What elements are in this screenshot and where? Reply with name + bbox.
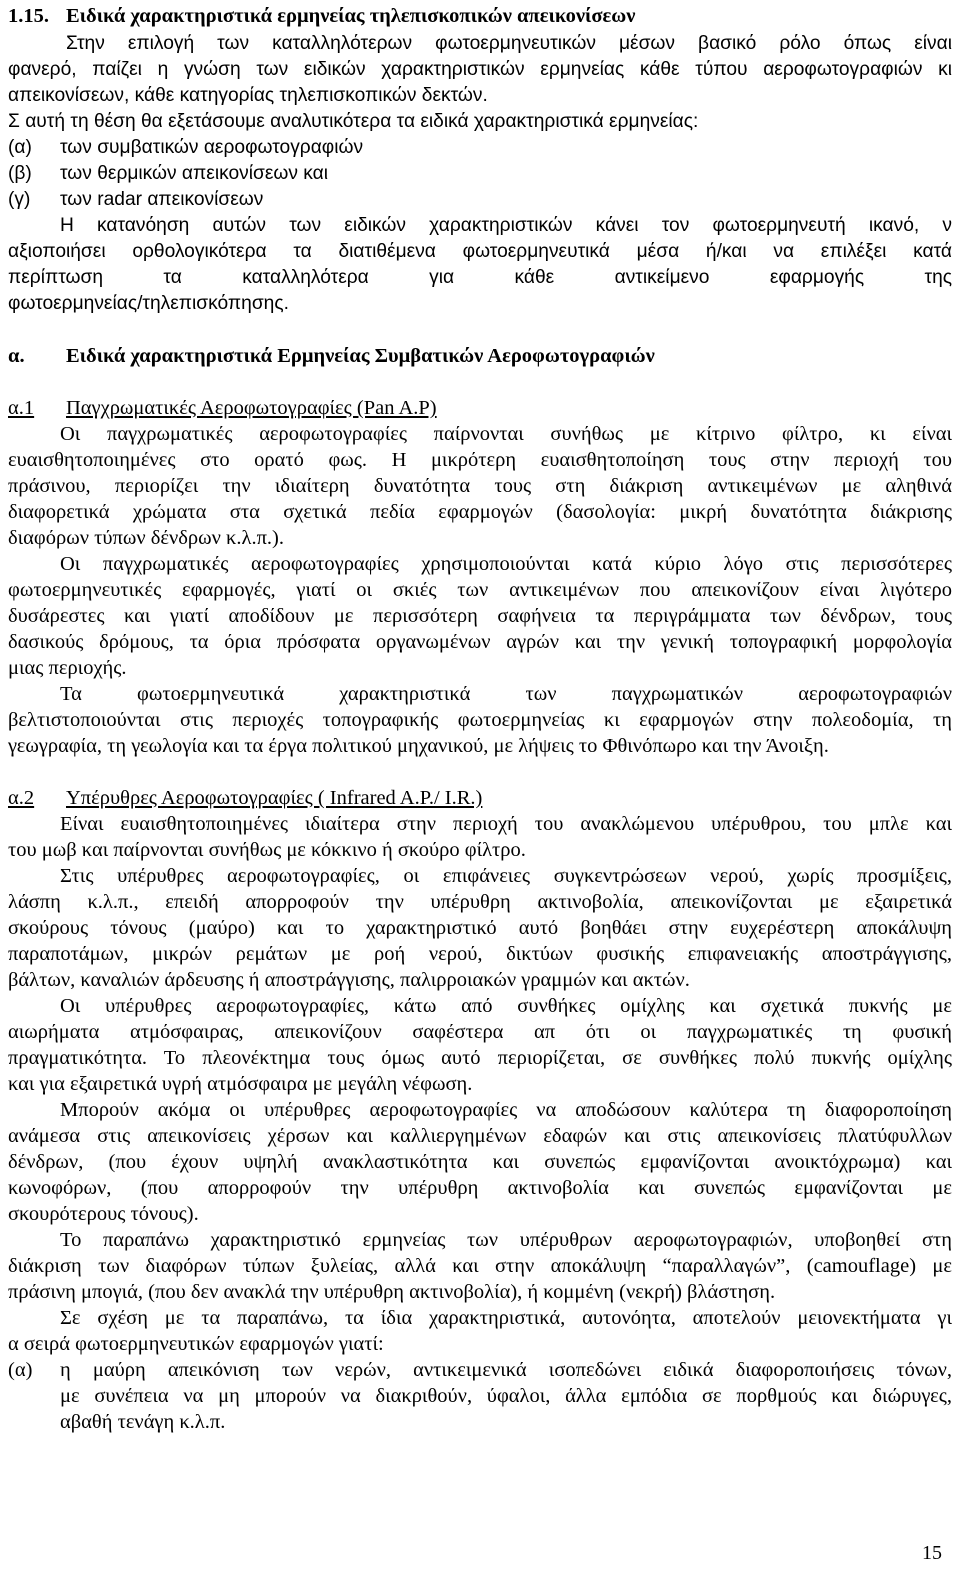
paragraph-line: δυσάρεστες και γιατί αποδίδουν με περισσότερη σαφήνεια τα περιγράμματα των δένδρων, τους bbox=[8, 605, 952, 627]
paragraph-line: σκούρους τόνους (μαύρο) και το χαρακτηριστικό αυτό βοηθάει στην ευχερέστερη αποκάλυψη bbox=[8, 917, 952, 939]
intro-line: απεικονίσεων, κάθε κατηγορίας τηλεπισκοπικών δεκτών. bbox=[8, 85, 488, 106]
subsubsection-title: Υπέρυθρες Αεροφωτογραφίες ( Infrared A.P./ I.R.) bbox=[66, 787, 483, 809]
paragraph-line: πραγματικότητα. Το πλεονέκτημα τους όμως αυτό περιορίζεται, σε συνθήκες πολύ πυκνής ομίχλης bbox=[8, 1047, 952, 1069]
paragraph-line: κωνοφόρων, (που απορροφούν την υπέρυθρη ακτινοβολία και συνεπώς εμφανίζονται με bbox=[8, 1177, 952, 1199]
paragraph-line: Οι παγχρωματικές αεροφωτογραφίες χρησιμοποιούνται κατά κύριο λόγο στις περισσότερες bbox=[60, 553, 952, 575]
paragraph-line: Μπορούν ακόμα οι υπέρυθρες αεροφωτογραφίες να αποδώσουν καλύτερα τη διαφοροποίηση bbox=[60, 1099, 952, 1121]
subsubsection-heading bbox=[8, 395, 952, 421]
paragraph-line: Στις υπέρυθρες αεροφωτογραφίες, οι επιφάνειες συγκεντρώσεων νερού, χωρίς προσμίξεις, bbox=[60, 865, 952, 887]
paragraph-line: φωτοερμηνείας/τηλεπισκόπησης. bbox=[8, 293, 289, 314]
paragraph-line: γεωγραφία, τη γεωλογία και τα έργα πολιτικού μηχανικού, με λήψεις το Φθινόπωρο και την Άνοιξη. bbox=[8, 735, 829, 757]
list-text-continuation: αβαθή τενάγη κ.λ.π. bbox=[60, 1411, 226, 1433]
list-text: των συμβατικών αεροφωτογραφιών bbox=[60, 137, 364, 158]
paragraph-line: δένδρων, (που έχουν υψηλή ανακλαστικότητα και συνεπώς εμφανίζονται ανοικτόχρωμα) και bbox=[8, 1151, 952, 1173]
list-text: των radar απεικονίσεων bbox=[60, 189, 264, 210]
paragraph-line: διάκριση των διαφόρων τύπων ξυλείας, αλλά και στην αποκάλυψη “παραλλαγών”, (camouflage) με bbox=[8, 1255, 952, 1277]
subsubsection-heading bbox=[8, 785, 952, 811]
intro-line: φανερό, παίζει η γνώση των ειδικών χαρακτηριστικών ερμηνείας κάθε τύπου αεροφωτογραφιών κι bbox=[8, 59, 952, 80]
list-item bbox=[8, 135, 952, 161]
subsubsection-number: α.1 bbox=[8, 397, 35, 419]
list-item bbox=[8, 187, 952, 213]
list-item bbox=[8, 161, 952, 187]
list-text-continuation: με συνέπεια να μη μπορούν να διακριθούν, ύφαλοι, άλλα εμπόδια σε πορθμούς και διώρυγες, bbox=[60, 1385, 952, 1407]
paragraph-line: Τα φωτοερμηνευτικά χαρακτηριστικά των παγχρωματικών αεροφωτογραφιών bbox=[60, 683, 952, 705]
paragraph-line: φωτοερμηνευτικές εφαρμογές, γιατί οι σκιές των αντικειμένων που απεικονίζουν είναι λιγότερο bbox=[8, 579, 952, 601]
subsection-title: Ειδικά χαρακτηριστικά Ερμηνείας Συμβατικών Αεροφωτογραφιών bbox=[66, 345, 655, 367]
paragraph-line: Οι παγχρωματικές αεροφωτογραφίες παίρνονται συνήθως με κίτρινο φίλτρο, κι είναι bbox=[60, 423, 952, 445]
paragraph-line: βάλτων, καναλιών άρδευσης ή αποστράγγισης, παλιρροιακών γραμμών και ακτών. bbox=[8, 969, 690, 991]
paragraph-line: πράσινου, περιορίζει την ιδιαίτερη δυνατότητα τους στη διάκριση αντικειμένων με αληθινά bbox=[8, 475, 952, 497]
paragraph-line: διαφόρων τύπων δένδρων κ.λ.π.). bbox=[8, 527, 284, 549]
paragraph-line: διαφορετικά χρώματα στα σχετικά πεδία εφαρμογών (δασολογία: μικρή δυνατότητα διάκρισης bbox=[8, 501, 952, 523]
section-heading bbox=[8, 3, 952, 29]
subsection-number: α. bbox=[8, 345, 25, 367]
list-label: (β) bbox=[8, 163, 32, 184]
paragraph-line: δασικούς δρόμους, τα όρια πρόσφατα οργανωμένων αγρών και την γενική τοπογραφική μορφολογία bbox=[8, 631, 952, 653]
paragraph-line: Οι υπέρυθρες αεροφωτογραφίες, κάτω από συνθήκες ομίχλης και σχετικά πυκνής με bbox=[60, 995, 952, 1017]
paragraph-line: αιωρήματα ατμόσφαιρας, απεικονίζουν σαφέστερα απ ότι οι παγχρωματικές τη φυσική bbox=[8, 1021, 952, 1043]
paragraph-line: πράσινη μπογιά, (που δεν ανακλά την υπέρυθρη ακτινοβολία), ή κομμένη (νεκρή) βλάστηση. bbox=[8, 1281, 776, 1303]
paragraph-line: λάσπη κ.λ.π., επειδή απορροφούν την υπέρυθρη ακτινοβολία, απεικονίζονται με εξαιρετικά bbox=[8, 891, 952, 913]
paragraph-line: Η κατανόηση αυτών των ειδικών χαρακτηριστικών κάνει τον φωτοερμηνευτή ικανό, ν bbox=[60, 215, 952, 236]
list-label: (α) bbox=[8, 1359, 33, 1381]
paragraph-line: μιας περιοχής. bbox=[8, 657, 127, 679]
paragraph-line: α σειρά φωτοερμηνευτικών εφαρμογών γιατί: bbox=[8, 1333, 384, 1355]
paragraph-line: ανάμεσα στις απεικονίσεις χέρσων και καλλιεργημένων εδαφών και στις απεικονίσεις πλατύφυλλων bbox=[8, 1125, 952, 1147]
paragraph-line: βελτιστοποιούνται στις περιοχές τοπογραφικής φωτοερμηνείας κι εφαρμογών στην πολεοδομία, τη bbox=[8, 709, 952, 731]
page-number: 15 bbox=[922, 1542, 942, 1564]
paragraph-line: ευαισθητοποιημένες στο ορατό φως. Η μικρότερη ευαισθητοποίηση τους στην περιοχή του bbox=[8, 449, 952, 471]
subsubsection-number: α.2 bbox=[8, 787, 35, 809]
intro-line: Στην επιλογή των καταλληλότερων φωτοερμηνευτικών μέσων βασικό ρόλο όπως είναι bbox=[66, 33, 952, 54]
subsection-heading bbox=[8, 343, 952, 369]
paragraph-line: αξιοποιήσει ορθολογικότερα τα διατιθέμενα φωτοερμηνευτικά μέσα ή/και να επιλέξει κατά bbox=[8, 241, 952, 262]
list-text: των θερμικών απεικονίσεων και bbox=[60, 163, 328, 184]
paragraph-line: Το παραπάνω χαρακτηριστικό ερμηνείας των υπέρυθρων αεροφωτογραφιών, υποβοηθεί στη bbox=[60, 1229, 952, 1251]
paragraph-line: σκουρότερους τόνους). bbox=[8, 1203, 199, 1225]
section-number: 1.15. bbox=[8, 5, 49, 27]
paragraph-line: Είναι ευαισθητοποιημένες ιδιαίτερα στην περιοχή του ανακλώμενου υπέρυθρου, του μπλε και bbox=[60, 813, 952, 835]
list-label: (γ) bbox=[8, 189, 31, 210]
paragraph-line: Σε σχέση με τα παραπάνω, τα ίδια χαρακτηριστικά, αυτονόητα, αποτελούν μειονεκτήματα γι bbox=[60, 1307, 952, 1329]
list-label: (α) bbox=[8, 137, 32, 158]
subsubsection-title: Παγχρωματικές Αεροφωτογραφίες (Pan A.P) bbox=[66, 397, 437, 419]
paragraph-line: παραποτάμων, μικρών ρεμάτων με ροή νερού, δικτύων φυσικής επιφανειακής αποστράγγισης, bbox=[8, 943, 952, 965]
paragraph-line: του μωβ και παίρνονται συνήθως με κόκκινο ή σκούρο φίλτρο. bbox=[8, 839, 526, 861]
paragraph-line: περίπτωση τα καταλληλότερα για κάθε αντικείμενο εφαρμογής της bbox=[8, 267, 952, 288]
intro-line: Σ αυτή τη θέση θα εξετάσουμε αναλυτικότερα τα ειδικά χαρακτηριστικά ερμηνείας: bbox=[8, 111, 699, 132]
section-title: Ειδικά χαρακτηριστικά ερμηνείας τηλεπισκοπικών απεικονίσεων bbox=[66, 5, 636, 27]
paragraph-line: και για εξαιρετικά υγρή ατμόσφαιρα με μεγάλη νέφωση. bbox=[8, 1073, 473, 1095]
list-text: η μαύρη απεικόνιση των νερών, αντικειμενικά ισοπεδώνει ειδικά διαφοροποιήσεις τόνων, bbox=[60, 1359, 952, 1381]
list-item bbox=[8, 1357, 952, 1383]
